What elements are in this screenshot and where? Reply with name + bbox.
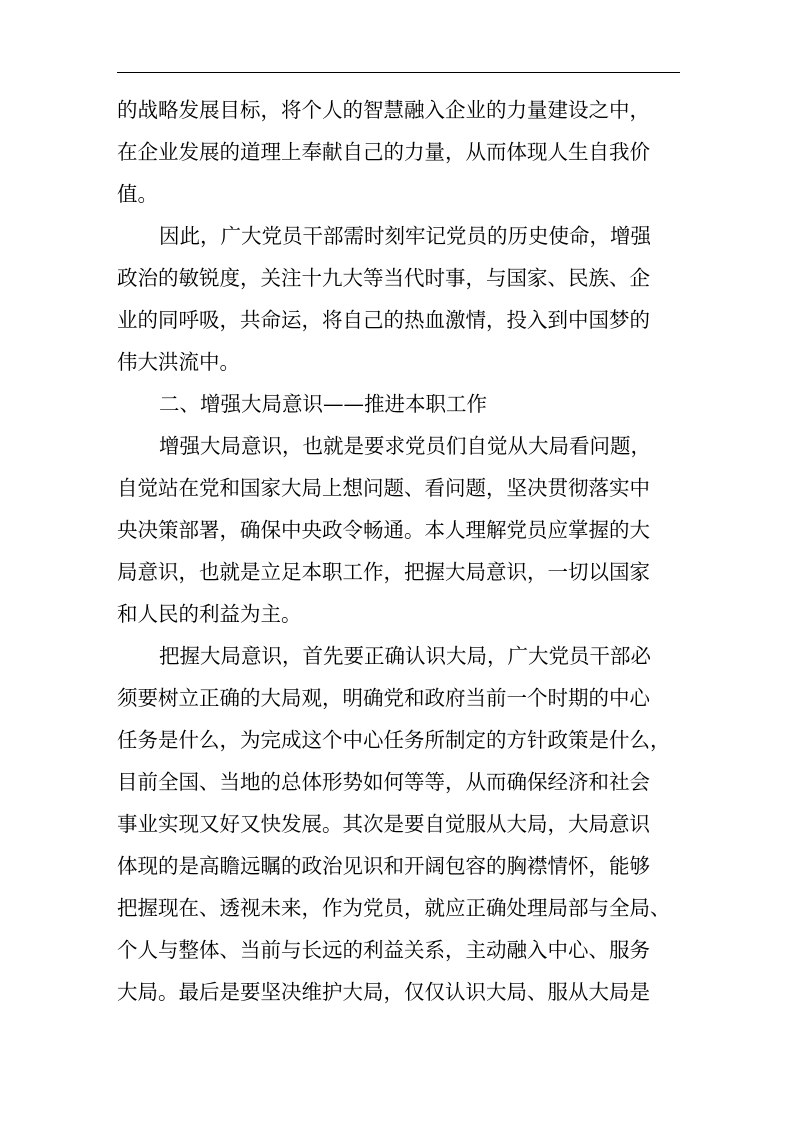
- text-line: 业的同呼吸，共命运，将自己的热血激情，投入到中国梦的: [117, 308, 650, 332]
- text-line: 的战略发展目标，将个人的智慧融入企业的力量建设之中，: [117, 98, 650, 122]
- text-line: 伟大洪流中。: [117, 350, 240, 374]
- text-line: 事业实现又好又快发展。其次是要自觉服从大局，大局意识: [117, 812, 650, 836]
- paragraph-first-line: 把握大局意识，首先要正确认识大局，广大党员干部必: [159, 644, 651, 668]
- section-heading: 二、增强大局意识——推进本职工作: [159, 392, 487, 416]
- text-line: 央决策部署，确保中央政令畅通。本人理解党员应掌握的大: [117, 518, 650, 542]
- text-line: 政治的敏锐度，关注十九大等当代时事，与国家、民族、企: [117, 266, 650, 290]
- text-line: 和人民的利益为主。: [117, 602, 302, 626]
- text-line: 局意识，也就是立足本职工作，把握大局意识，一切以国家: [117, 560, 650, 584]
- text-line: 任务是什么，为完成这个中心任务所制定的方针政策是什么，: [117, 728, 671, 752]
- text-line: 把握现在、透视未来，作为党员，就应正确处理局部与全局、: [117, 896, 671, 920]
- text-line: 个人与整体、当前与长远的利益关系，主动融入中心、服务: [117, 938, 650, 962]
- paragraph-first-line: 因此，广大党员干部需时刻牢记党员的历史使命，增强: [159, 224, 651, 248]
- text-line: 须要树立正确的大局观，明确党和政府当前一个时期的中心: [117, 686, 650, 710]
- text-line: 值。: [117, 182, 158, 206]
- text-line: 在企业发展的道理上奉献自己的力量，从而体现人生自我价: [117, 140, 650, 164]
- text-line: 体现的是高瞻远瞩的政治见识和开阔包容的胸襟情怀，能够: [117, 854, 650, 878]
- text-line: 目前全国、当地的总体形势如何等等，从而确保经济和社会: [117, 770, 650, 794]
- text-line: 大局。最后是要坚决维护大局，仅仅认识大局、服从大局是: [117, 980, 650, 1004]
- text-line: 自觉站在党和国家大局上想问题、看问题，坚决贯彻落实中: [117, 476, 650, 500]
- paragraph-first-line: 增强大局意识，也就是要求党员们自觉从大局看问题，: [159, 434, 651, 458]
- header-rule: [117, 72, 680, 73]
